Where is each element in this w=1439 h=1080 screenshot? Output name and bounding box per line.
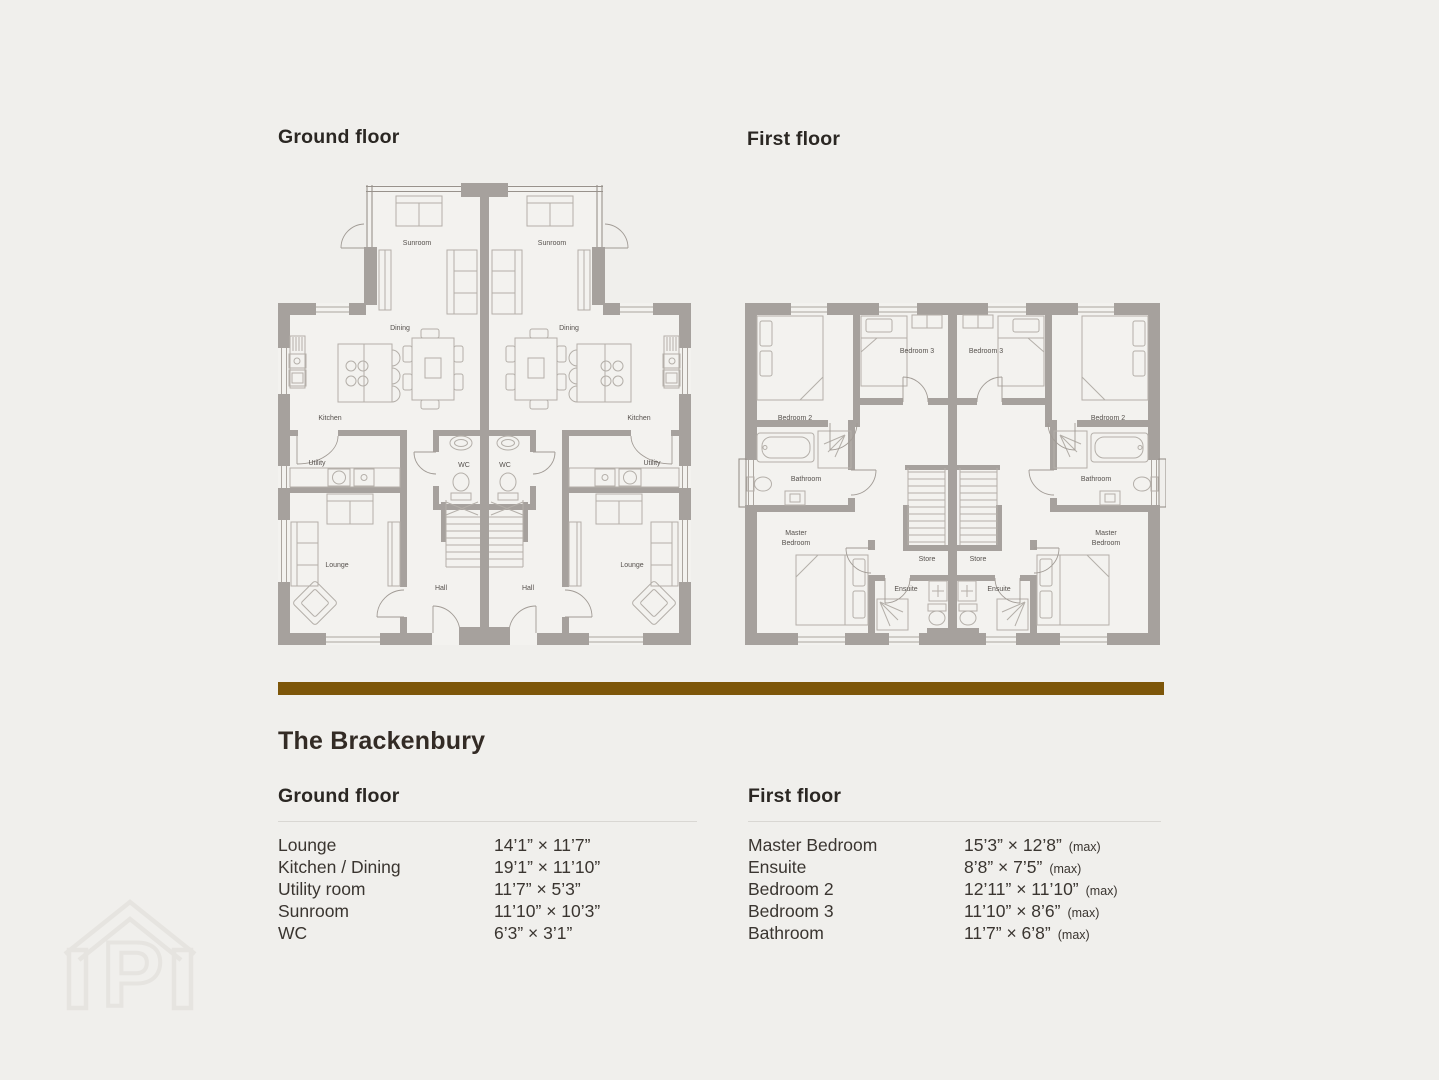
- room-label-kitchen: Kitchen: [627, 415, 651, 422]
- room-dimensions: [494, 835, 597, 856]
- dims-note: (max): [1067, 905, 1100, 920]
- table-row: [278, 922, 697, 944]
- room-label-bedroom2: Bedroom 2: [1090, 415, 1126, 422]
- room-label-ensuite: Ensuite: [894, 586, 918, 593]
- room-name: Ensuite: [748, 856, 807, 877]
- logo-letter-p: P: [102, 924, 164, 1015]
- room-label-hall: Hall: [521, 585, 535, 592]
- table-row: [748, 834, 1161, 856]
- room-dimensions: [494, 901, 607, 922]
- room-label-bathroom: Bathroom: [1080, 476, 1112, 483]
- page-title: The Brackenbury: [278, 727, 486, 755]
- first-floor-plan-heading: First floor: [747, 128, 841, 150]
- table-row: [748, 922, 1161, 944]
- table-divider: [748, 821, 1161, 822]
- dims-value: 11’7” × 5’3”: [494, 878, 581, 899]
- table-row: [278, 878, 697, 900]
- room-dimensions: [964, 835, 1101, 856]
- first-floor-plan: [736, 300, 1166, 648]
- room-label-store: Store: [969, 556, 987, 563]
- dims-value: 11’10” × 8’6”: [964, 900, 1061, 921]
- room-name: Bathroom: [748, 922, 824, 943]
- room-name: Lounge: [278, 834, 337, 855]
- dims-value: 11’10” × 10’3”: [494, 900, 601, 921]
- first-floor-spec-table: [748, 785, 1161, 944]
- room-dimensions: [494, 857, 607, 878]
- room-label-dining: Dining: [390, 325, 410, 332]
- dims-note: (max): [1057, 927, 1090, 942]
- room-name: Bedroom 3: [748, 900, 834, 921]
- room-label-dining: Dining: [559, 325, 579, 332]
- table-row: [278, 834, 697, 856]
- room-name: WC: [278, 922, 308, 943]
- room-label-hall: Hall: [434, 585, 448, 592]
- dims-value: 14’1” × 11’7”: [494, 834, 591, 855]
- builder-logo-watermark: [60, 890, 200, 1015]
- room-label-master-bedroom: Bedroom: [1091, 540, 1121, 547]
- room-label-bedroom3: Bedroom 3: [899, 348, 935, 355]
- table-row: [748, 878, 1161, 900]
- room-dimensions: [494, 879, 588, 900]
- room-label-master-bedroom: Master: [1095, 530, 1117, 537]
- room-label-utility: Utility: [643, 460, 661, 467]
- room-label-utility: Utility: [308, 460, 326, 467]
- accent-divider-bar: [278, 682, 1164, 695]
- room-name: Kitchen / Dining: [278, 856, 401, 877]
- dims-value: 11’7” × 6’8”: [964, 922, 1051, 943]
- dims-value: 15’3” × 12’8”: [964, 834, 1062, 855]
- room-name: Sunroom: [278, 900, 350, 921]
- table-divider: [278, 821, 697, 822]
- room-label-master-bedroom: Master: [785, 530, 807, 537]
- dims-value: 12’11” × 11’10”: [964, 878, 1079, 899]
- dims-value: 8’8” × 7’5”: [964, 856, 1043, 877]
- room-dimensions: [964, 923, 1090, 944]
- table-row: [748, 900, 1161, 922]
- room-dimensions: [964, 857, 1081, 878]
- room-label-master-bedroom: Bedroom: [781, 540, 811, 547]
- room-label-bathroom: Bathroom: [790, 476, 822, 483]
- spec-table-heading: Ground floor: [278, 785, 400, 807]
- table-row: [278, 900, 697, 922]
- dims-note: (max): [1085, 883, 1118, 898]
- dims-note: (max): [1049, 861, 1082, 876]
- room-label-wc: WC: [499, 462, 511, 469]
- room-label-sunroom: Sunroom: [402, 240, 432, 247]
- dims-value: 19’1” × 11’10”: [494, 856, 601, 877]
- room-label-bedroom2: Bedroom 2: [777, 415, 813, 422]
- room-label-lounge: Lounge: [325, 562, 349, 569]
- table-row: [278, 856, 697, 878]
- room-dimensions: [964, 901, 1099, 922]
- table-row: [748, 856, 1161, 878]
- room-name: Bedroom 2: [748, 878, 834, 899]
- ground-floor-spec-table: [278, 785, 697, 944]
- room-label-wc: WC: [458, 462, 470, 469]
- ground-floor-plan-heading: Ground floor: [278, 126, 400, 148]
- room-label-ensuite: Ensuite: [987, 586, 1011, 593]
- room-dimensions: [964, 879, 1118, 900]
- room-label-bedroom3: Bedroom 3: [968, 348, 1004, 355]
- spec-table-heading: First floor: [748, 785, 842, 807]
- room-name: Master Bedroom: [748, 834, 878, 855]
- room-name: Utility room: [278, 878, 366, 899]
- dims-value: 6’3” × 3’1”: [494, 922, 573, 943]
- room-label-lounge: Lounge: [620, 562, 644, 569]
- dims-note: (max): [1068, 839, 1101, 854]
- room-label-kitchen: Kitchen: [318, 415, 342, 422]
- ground-floor-plan: [276, 180, 692, 648]
- room-label-store: Store: [918, 556, 936, 563]
- room-label-sunroom: Sunroom: [537, 240, 567, 247]
- room-dimensions: [494, 923, 579, 944]
